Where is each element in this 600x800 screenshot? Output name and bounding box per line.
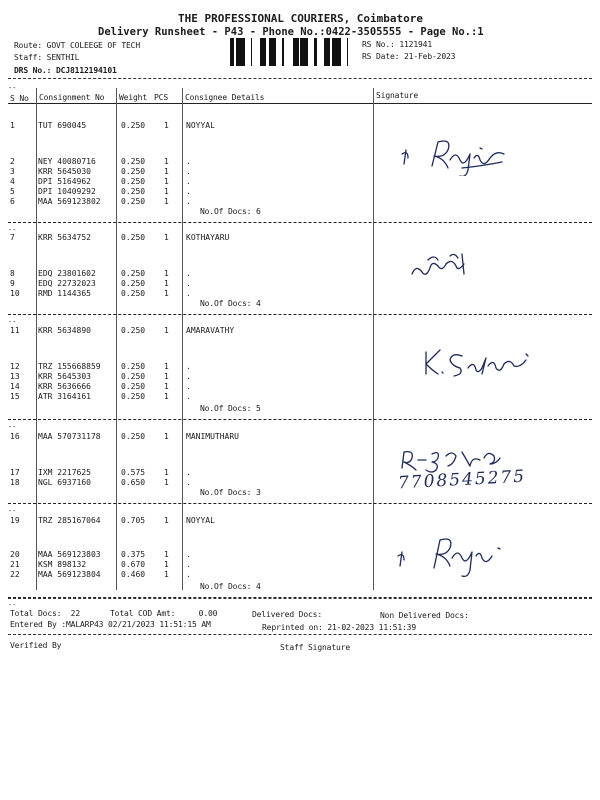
weight-cell: 0.460 <box>121 570 146 579</box>
consignee-cell: . <box>186 468 191 477</box>
signature-2 <box>406 244 476 284</box>
pcs-cell: 1 <box>164 289 169 298</box>
consignment-cell: ATR 3164161 <box>38 392 91 401</box>
total-cod: Total COD Amt: 0.00 <box>110 609 218 618</box>
pcs-cell: 1 <box>164 362 169 371</box>
col-weight: Weight <box>119 93 147 102</box>
sno-cell: 15 <box>10 392 20 401</box>
weight-cell: 0.250 <box>121 382 146 391</box>
rs-date: RS Date: 21-Feb-2023 <box>362 52 456 61</box>
entered-by: Entered By :MALARP43 02/21/2023 11:51:15 AM <box>10 620 211 629</box>
staff-label: Staff: SENTHIL <box>14 53 80 62</box>
consignment-cell: KRR 5634890 <box>38 326 91 335</box>
consignee-cell: . <box>186 289 191 298</box>
sno-cell: 18 <box>10 478 20 487</box>
barcode-icon <box>230 38 356 66</box>
sno-cell: 21 <box>10 560 20 569</box>
pcs-cell: 1 <box>164 478 169 487</box>
col-pcs: PCS <box>154 93 168 102</box>
consignee-cell: . <box>186 560 191 569</box>
signature-1 <box>392 136 522 176</box>
consignee-cell: . <box>186 157 191 166</box>
table-row <box>0 516 600 526</box>
weight-cell: 0.575 <box>121 468 146 477</box>
staff-signature: Staff Signature <box>280 643 350 652</box>
consignee-cell: . <box>186 362 191 371</box>
sno-cell: 10 <box>10 289 20 298</box>
col-consignment: Consignment No <box>39 93 105 102</box>
pcs-cell: 1 <box>164 177 169 186</box>
divider <box>8 634 592 635</box>
table-row <box>0 392 600 402</box>
company-title: THE PROFESSIONAL COURIERS, Coimbatore <box>178 12 424 25</box>
pcs-cell: 1 <box>164 187 169 196</box>
consignee-cell: . <box>186 478 191 487</box>
consignee-cell: . <box>186 279 191 288</box>
col-consignee: Consignee Details <box>185 93 265 102</box>
consignment-cell: MAA 569123804 <box>38 570 101 579</box>
consignment-cell: KRR 5634752 <box>38 233 91 242</box>
pcs-cell: 1 <box>164 392 169 401</box>
consignee-cell: . <box>186 187 191 196</box>
table-row <box>0 187 600 197</box>
weight-cell: 0.250 <box>121 157 146 166</box>
consignment-cell: KRR 5645030 <box>38 167 91 176</box>
group-divider <box>8 222 592 223</box>
consignment-cell: KRR 5645303 <box>38 372 91 381</box>
consignee-cell: NOYYAL <box>186 121 215 130</box>
sno-cell: 2 <box>10 157 15 166</box>
docs-count: No.Of Docs: 4 <box>200 582 261 591</box>
table-row <box>0 197 600 207</box>
sno-cell: 6 <box>10 197 15 206</box>
consignment-cell: KRR 5636666 <box>38 382 91 391</box>
weight-cell: 0.250 <box>121 326 146 335</box>
consignee-cell: . <box>186 392 191 401</box>
consignment-cell: TUT 690045 <box>38 121 87 130</box>
pcs-cell: 1 <box>164 233 169 242</box>
pcs-cell: 1 <box>164 167 169 176</box>
pcs-cell: 1 <box>164 279 169 288</box>
sno-cell: 19 <box>10 516 20 525</box>
pcs-cell: 1 <box>164 560 169 569</box>
pcs-cell: 1 <box>164 197 169 206</box>
col-signature: Signature <box>376 91 418 100</box>
weight-cell: 0.250 <box>121 392 146 401</box>
pcs-cell: 1 <box>164 550 169 559</box>
docs-count: No.Of Docs: 5 <box>200 404 261 413</box>
table-row <box>0 177 600 187</box>
sno-cell: 11 <box>10 326 20 335</box>
verified-by: Verified By <box>10 641 62 650</box>
weight-cell: 0.250 <box>121 269 146 278</box>
pcs-cell: 1 <box>164 326 169 335</box>
consignee-cell: MANIMUTHARU <box>186 432 239 441</box>
consignment-cell: KSM 898132 <box>38 560 87 569</box>
rs-number: RS No.: 1121941 <box>362 40 432 49</box>
consignment-cell: NGL 6937160 <box>38 478 91 487</box>
consignment-cell: MAA 569123802 <box>38 197 101 206</box>
weight-cell: 0.670 <box>121 560 146 569</box>
sno-cell: 17 <box>10 468 20 477</box>
runsheet-title: Delivery Runsheet - P43 - Phone No.:0422-3505555 - Page No.:1 <box>98 26 484 38</box>
sno-cell: 20 <box>10 550 20 559</box>
sno-cell: 12 <box>10 362 20 371</box>
drs-number: DRS No.: DCJ8112194101 <box>14 66 117 75</box>
pcs-cell: 1 <box>164 468 169 477</box>
weight-cell: 0.250 <box>121 279 146 288</box>
group-divider <box>8 419 592 420</box>
sno-cell: 8 <box>10 269 15 278</box>
pcs-cell: 1 <box>164 157 169 166</box>
weight-cell: 0.705 <box>121 516 146 525</box>
divider <box>8 598 592 599</box>
pcs-cell: 1 <box>164 570 169 579</box>
group-divider <box>8 314 592 315</box>
pcs-cell: 1 <box>164 372 169 381</box>
docs-count: No.Of Docs: 3 <box>200 488 261 497</box>
sno-cell: 16 <box>10 432 20 441</box>
consignment-cell: MAA 570731178 <box>38 432 101 441</box>
weight-cell: 0.250 <box>121 372 146 381</box>
consignee-cell: . <box>186 550 191 559</box>
consignment-cell: DPI 5164962 <box>38 177 91 186</box>
consignment-cell: DPI 10409292 <box>38 187 96 196</box>
consignment-cell: EDQ 22732023 <box>38 279 96 288</box>
weight-cell: 0.375 <box>121 550 146 559</box>
pcs-cell: 1 <box>164 382 169 391</box>
table-row <box>0 121 600 131</box>
weight-cell: 0.250 <box>121 177 146 186</box>
pcs-cell: 1 <box>164 121 169 130</box>
table-row <box>0 233 600 243</box>
weight-cell: 0.250 <box>121 187 146 196</box>
weight-cell: 0.650 <box>121 478 146 487</box>
table-row <box>0 269 600 279</box>
consignee-cell: KOTHAYARU <box>186 233 230 242</box>
consignee-cell: . <box>186 382 191 391</box>
pcs-cell: 1 <box>164 516 169 525</box>
signature-4 <box>394 530 524 580</box>
consignment-cell: MAA 569123803 <box>38 550 101 559</box>
weight-cell: 0.250 <box>121 432 146 441</box>
sno-cell: 5 <box>10 187 15 196</box>
consignee-cell: . <box>186 372 191 381</box>
consignee-cell: . <box>186 269 191 278</box>
pcs-cell: 1 <box>164 432 169 441</box>
sno-cell: 3 <box>10 167 15 176</box>
col-sno: S No <box>10 94 29 103</box>
table-row <box>0 279 600 289</box>
consignment-cell: NEY 40080716 <box>38 157 96 166</box>
weight-cell: 0.250 <box>121 121 146 130</box>
consignee-cell: . <box>186 167 191 176</box>
delivered-docs: Delivered Docs: <box>252 610 322 619</box>
pcs-cell: 1 <box>164 269 169 278</box>
consignment-cell: TRZ 285167064 <box>38 516 101 525</box>
sno-cell: 13 <box>10 372 20 381</box>
group-divider <box>8 503 592 504</box>
sno-cell: 9 <box>10 279 15 288</box>
route-label: Route: GOVT COLEEGE OF TECH <box>14 41 140 50</box>
weight-cell: 0.250 <box>121 167 146 176</box>
consignee-cell: . <box>186 197 191 206</box>
consignment-cell: TRZ 155668859 <box>38 362 101 371</box>
signature-3 <box>418 346 538 382</box>
divider <box>8 78 592 79</box>
table-row <box>0 289 600 299</box>
docs-count: No.Of Docs: 6 <box>200 207 261 216</box>
sno-cell: 4 <box>10 177 15 186</box>
consignee-cell: AMARAVATHY <box>186 326 235 335</box>
consignment-cell: RMD 1144365 <box>38 289 91 298</box>
handwritten-phone: 7708545275 <box>397 466 527 494</box>
weight-cell: 0.250 <box>121 233 146 242</box>
sno-cell: 7 <box>10 233 15 242</box>
table-row <box>0 432 600 442</box>
sno-cell: 22 <box>10 570 20 579</box>
consignee-cell: NOYYAL <box>186 516 215 525</box>
consignee-cell: . <box>186 177 191 186</box>
docs-count: No.Of Docs: 4 <box>200 299 261 308</box>
total-docs: Total Docs: 22 <box>10 609 80 618</box>
consignment-cell: IXM 2217625 <box>38 468 91 477</box>
sno-cell: 1 <box>10 121 15 130</box>
weight-cell: 0.250 <box>121 197 146 206</box>
non-delivered-docs: Non Delivered Docs: <box>380 611 469 620</box>
header-rule <box>8 103 592 104</box>
sno-cell: 14 <box>10 382 20 391</box>
table-row <box>0 382 600 392</box>
reprinted-on: Reprinted on: 21-02-2023 11:51:39 <box>262 623 416 632</box>
weight-cell: 0.250 <box>121 289 146 298</box>
weight-cell: 0.250 <box>121 362 146 371</box>
consignment-cell: EDQ 23801602 <box>38 269 96 278</box>
consignee-cell: . <box>186 570 191 579</box>
table-row <box>0 326 600 336</box>
